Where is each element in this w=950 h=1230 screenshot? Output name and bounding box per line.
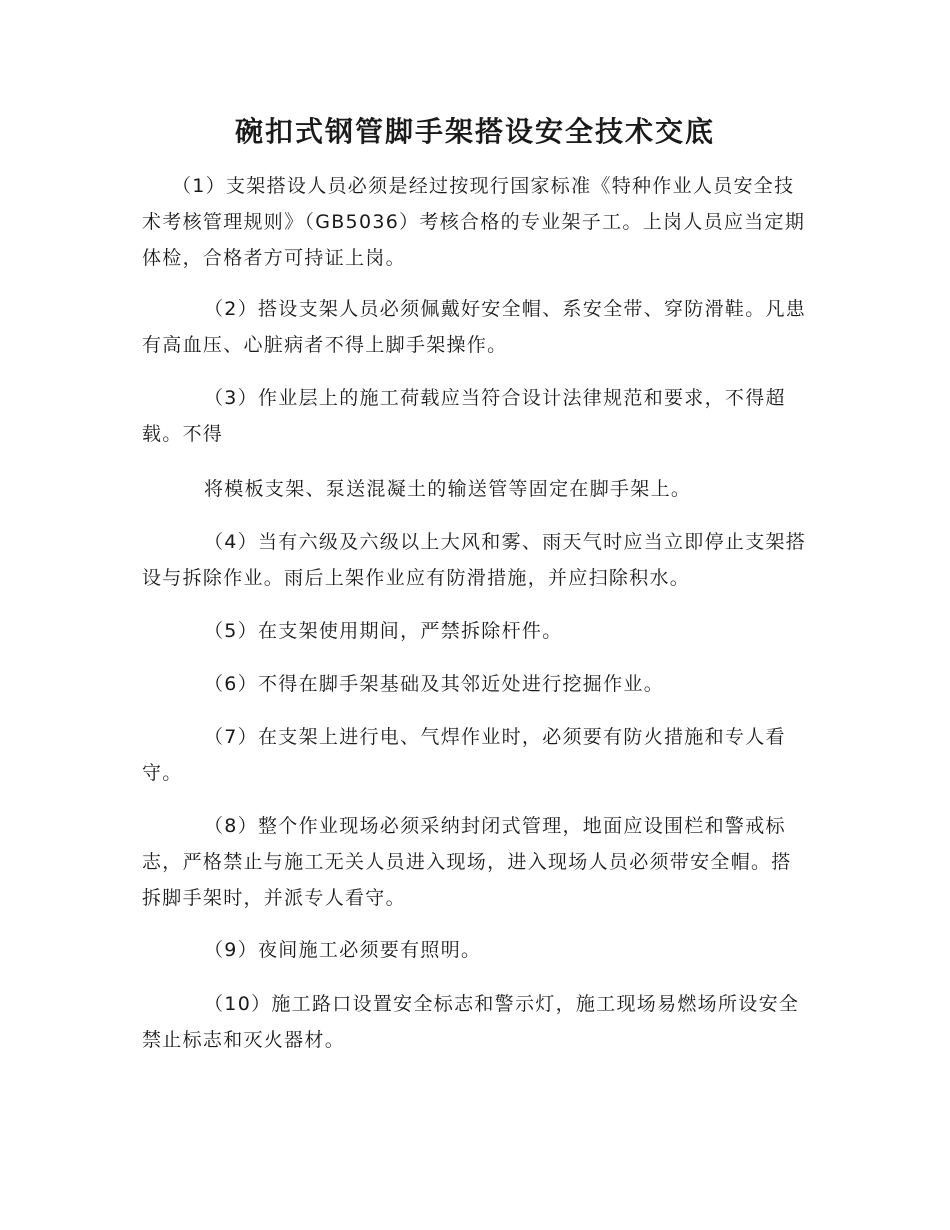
paragraph-2: （2）搭设支架人员必须佩戴好安全帽、系安全带、穿防滑鞋。凡患有高血压、心脏病者不得上脚手架操作。 [142, 298, 807, 356]
paragraph-4: （4）当有六级及六级以上大风和雾、雨天气时应当立即停止支架搭设与拆除作业。雨后上架作业应有防滑措施，并应扫除积水。 [142, 531, 807, 589]
paragraph-8: （8）整个作业现场必须采纳封闭式管理，地面应设围栏和警戒标志，严格禁止与施工无关人员进入现场，进入现场人员必须带安全帽。搭拆脚手架时，并派专人看守。 [142, 815, 792, 909]
paragraph-7: （7）在支架上进行电、气焊作业时，必须要有防火措施和专人看守。 [142, 726, 786, 784]
paragraph-3-continued: 将模板支架、泵送混凝土的输送管等固定在脚手架上。 [204, 478, 692, 500]
document-title: 碗扣式钢管脚手架搭设安全技术交底 [234, 115, 715, 148]
paragraph-6: （6）不得在脚手架基础及其邻近处进行挖掘作业。 [204, 673, 664, 695]
paragraph-3: （3）作业层上的施工荷载应当符合设计法律规范和要求，不得超载。不得 [142, 387, 786, 445]
paragraph-1: （1）支架搭设人员必须是经过按现行国家标准《特种作业人员安全技术考核管理规则》（GB5036）考核合格的专业架子工。上岗人员应当定期体检，合格者方可持证上岗。 [142, 175, 806, 269]
paragraph-9: （9）夜间施工必须要有照明。 [204, 939, 482, 961]
paragraph-10: （10）施工路口设置安全标志和警示灯，施工现场易燃场所设安全禁止标志和灭火器材。 [142, 993, 800, 1051]
paragraph-5: （5）在支架使用期间，严禁拆除杆件。 [204, 620, 563, 642]
